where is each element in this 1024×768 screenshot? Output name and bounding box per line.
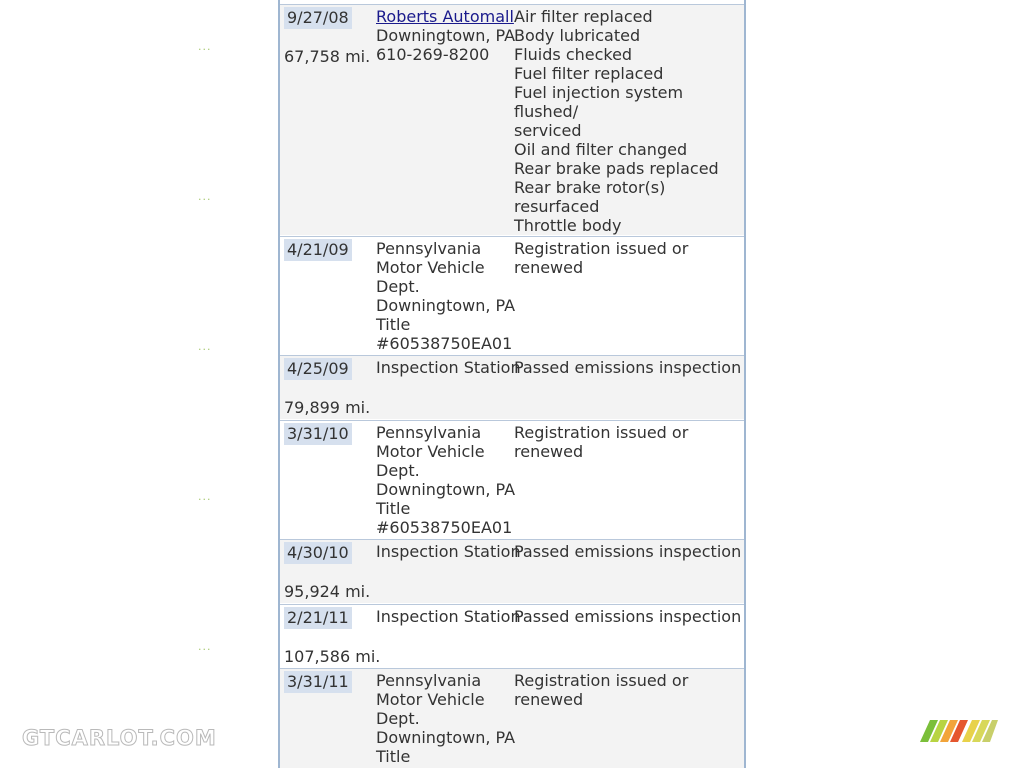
margin-dots: ··· [198,343,212,356]
record-date: 3/31/10 [284,423,352,445]
source-line: Motor Vehicle [376,442,485,461]
source-line: #60538750EA01 [376,334,513,353]
comment-line: Passed emissions inspection [514,607,742,626]
record-odometer: 67,758 mi. [284,47,371,66]
record-comments [514,671,742,709]
history-record [280,539,744,603]
margin-dots: ··· [198,193,212,206]
record-source [376,671,516,766]
margin-dots: ··· [198,493,212,506]
record-source [376,239,516,353]
record-source [376,358,521,377]
source-line: Title [376,747,411,766]
source-line: Dept. [376,709,420,728]
source-line: Dept. [376,277,420,296]
comment-line: Passed emissions inspection [514,358,742,377]
record-odometer: 95,924 mi. [284,582,371,601]
record-odometer: 107,586 mi. [284,647,381,666]
record-comments [514,607,742,626]
source-line: Downingtown, PA [376,480,516,499]
comment-line: Rear brake pads replaced [514,159,719,178]
source-line: Motor Vehicle [376,690,485,709]
record-source [376,7,516,64]
source-line: Downingtown, PA [376,296,516,315]
comment-line: Oil and filter changed [514,140,688,159]
source-line: Pennsylvania [376,671,482,690]
source-line: 610-269-8200 [376,45,490,64]
record-source [376,542,521,561]
margin-dots: ··· [198,643,212,656]
source-line: Downingtown, PA [376,26,516,45]
comment-line: Fuel injection system flushed/ [514,83,684,121]
record-date: 4/25/09 [284,358,352,380]
vehicle-history-table [278,0,746,768]
comment-line: Fluids checked [514,45,633,64]
record-comments [514,423,742,461]
record-comments [514,7,742,235]
source-line: Inspection Station [376,607,521,626]
comment-line: Passed emissions inspection [514,542,742,561]
comment-line: Registration issued or renewed [514,423,689,461]
source-line: Title [376,315,411,334]
comment-line: Registration issued or renewed [514,239,689,277]
source-line: Inspection Station [376,542,521,561]
record-comments [514,542,742,561]
comment-line: serviced [514,121,582,140]
source-line: #60538750EA01 [376,518,513,537]
source-line: Motor Vehicle [376,258,485,277]
comment-line: Fuel filter replaced [514,64,664,83]
record-date: 3/31/11 [284,671,352,693]
comment-line: Body lubricated [514,26,641,45]
source-line: Dept. [376,461,420,480]
record-date: 4/30/10 [284,542,352,564]
record-source [376,423,516,537]
history-record [280,236,744,354]
source-line: Title [376,499,411,518]
record-date: 2/21/11 [284,607,352,629]
record-date: 9/27/08 [284,7,352,29]
gtcarlot-watermark: GTCARLOT.COM [22,726,217,750]
m-stripes-logo-icon [920,720,998,742]
record-odometer: 79,899 mi. [284,398,371,417]
comment-line: Registration issued or renewed [514,671,689,709]
source-line: Pennsylvania [376,239,482,258]
history-record [280,604,744,667]
history-record [280,4,744,235]
dealer-link[interactable]: Roberts Automall [376,7,514,26]
record-comments [514,239,742,277]
comment-line: Air filter replaced [514,7,653,26]
record-source [376,607,521,626]
source-line: Downingtown, PA [376,728,516,747]
margin-dots: ··· [198,43,212,56]
source-line: Pennsylvania [376,423,482,442]
record-comments [514,358,742,377]
comment-line: Throttle body [514,216,622,235]
history-record [280,668,744,768]
history-record [280,355,744,419]
source-line: Inspection Station [376,358,521,377]
comment-line: Rear brake rotor(s) resurfaced [514,178,666,216]
record-date: 4/21/09 [284,239,352,261]
history-record [280,420,744,538]
